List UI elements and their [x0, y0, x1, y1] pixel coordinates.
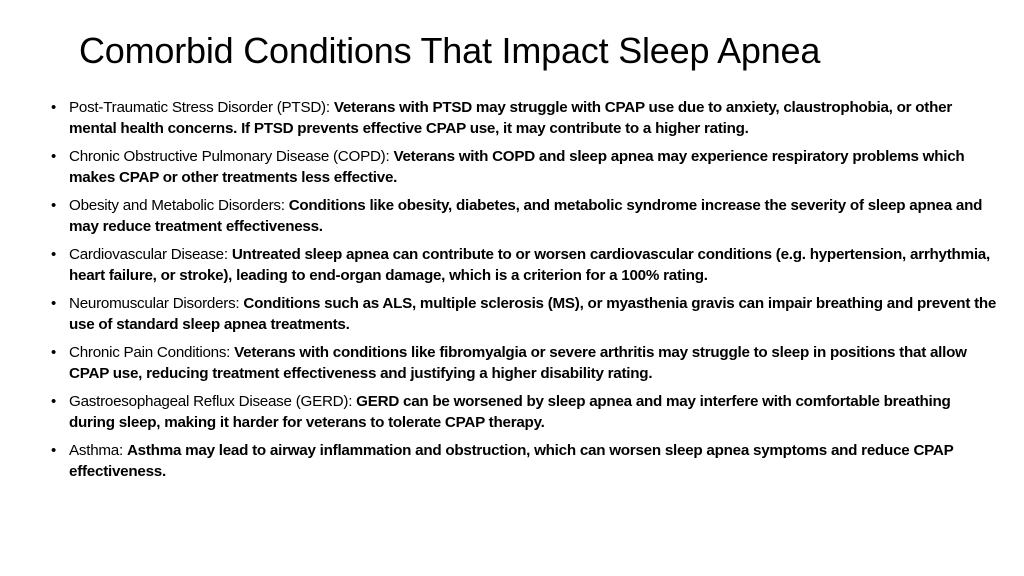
bullet-item-cardiovascular	[48, 245, 1000, 286]
bullet-term: Obesity and Metabolic Disorders:	[69, 197, 285, 214]
bullet-description: Veterans with conditions like fibromyalgia or severe arthritis may struggle to sleep in positions that allow CPAP use, reducing treatment effectiveness and justifying a higher disability rating.	[69, 344, 967, 382]
bullet-list	[48, 98, 1000, 490]
bullet-item-copd	[48, 147, 1000, 188]
bullet-term: Neuromuscular Disorders:	[69, 295, 240, 312]
bullet-term: Chronic Obstructive Pulmonary Disease (COPD):	[69, 148, 390, 165]
bullet-description: Veterans with COPD and sleep apnea may experience respiratory problems which makes CPAP or other treatments less effective.	[69, 148, 965, 186]
bullet-description: Conditions such as ALS, multiple sclerosis (MS), or myasthenia gravis can impair breathing and prevent the use of standard sleep apnea treatments.	[69, 295, 997, 333]
bullet-item-ptsd	[48, 98, 1000, 139]
bullet-term: Chronic Pain Conditions:	[69, 344, 231, 361]
bullet-item-chronic-pain	[48, 343, 1000, 384]
bullet-term: Post-Traumatic Stress Disorder (PTSD):	[69, 99, 330, 116]
bullet-description: Conditions like obesity, diabetes, and metabolic syndrome increase the severity of sleep apnea and may reduce treatment effectiveness.	[69, 197, 983, 235]
bullet-item-asthma	[48, 441, 1000, 482]
bullet-description: Veterans with PTSD may struggle with CPAP use due to anxiety, claustrophobia, or other mental health concerns. If PTSD prevents effective CPAP use, it may contribute to a higher rating.	[69, 99, 953, 137]
bullet-term: Cardiovascular Disease:	[69, 246, 228, 263]
bullet-description: Asthma may lead to airway inflammation and obstruction, which can worsen sleep apnea symptoms and reduce CPAP effectiveness.	[69, 442, 954, 480]
bullet-description: Untreated sleep apnea can contribute to or worsen cardiovascular conditions (e.g. hypertension, arrhythmia, heart failure, or stroke), leading to end-organ damage, which is a criterion for a 100% rating.	[69, 246, 990, 284]
bullet-description: GERD can be worsened by sleep apnea and may interfere with comfortable breathing during sleep, making it harder for veterans to tolerate CPAP therapy.	[69, 393, 951, 431]
slide-title: Comorbid Conditions That Impact Sleep Apnea	[79, 30, 821, 71]
bullet-item-gerd	[48, 392, 1000, 433]
bullet-term: Gastroesophageal Reflux Disease (GERD):	[69, 393, 353, 410]
bullet-item-neuromuscular	[48, 294, 1000, 335]
bullet-item-obesity	[48, 196, 1000, 237]
bullet-term: Asthma:	[69, 442, 123, 459]
